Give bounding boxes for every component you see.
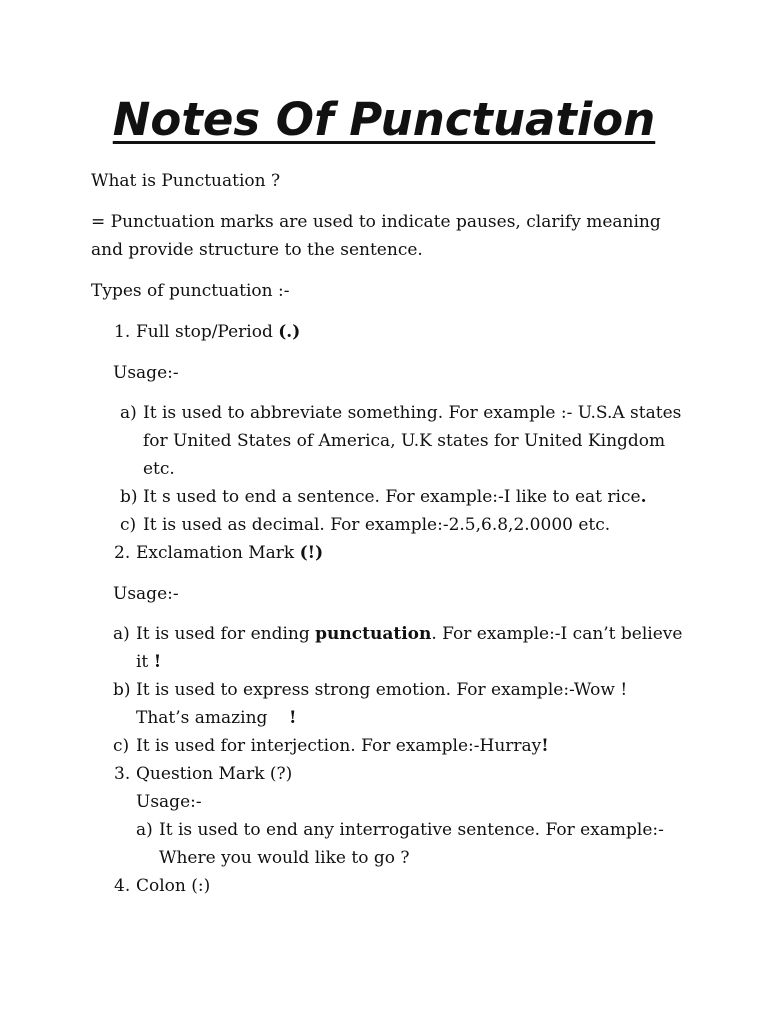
list-item-colon: Colon (:) bbox=[136, 876, 211, 896]
list-number: 2. bbox=[114, 543, 131, 563]
point-bold: ! bbox=[153, 652, 162, 672]
point-marker: a) bbox=[136, 820, 153, 840]
list-number: 4. bbox=[114, 876, 131, 896]
intro-answer-line-2: and provide structure to the sentence. bbox=[91, 240, 423, 260]
point-marker: c) bbox=[113, 736, 130, 756]
point-line: It is used to end any interrogative sentence. For example:- bbox=[159, 820, 664, 840]
point-bold: . bbox=[640, 487, 647, 507]
point-bold: punctuation bbox=[315, 624, 432, 644]
point-text: it bbox=[136, 652, 154, 672]
item-symbol: (.) bbox=[278, 322, 301, 342]
list-number: 1. bbox=[114, 322, 131, 342]
point-text: It is used for interjection. For example:-Hurray bbox=[136, 736, 542, 756]
point-text: . For example:-I can’t believe bbox=[431, 624, 683, 644]
point-bold: ! bbox=[289, 708, 297, 728]
list-item-question-mark: Question Mark (?) bbox=[136, 764, 293, 784]
intro-question: What is Punctuation ? bbox=[91, 171, 281, 191]
point-text: That’s amazing bbox=[136, 708, 290, 728]
usage-label: Usage:- bbox=[113, 584, 179, 604]
point-line: It is used to abbreviate something. For example :- U.S.A states bbox=[143, 403, 682, 423]
point-line: for United States of America, U.K states for United Kingdom bbox=[143, 431, 666, 451]
point-text: It s used to end a sentence. For example:-I like to eat rice bbox=[143, 487, 641, 507]
point-line bbox=[136, 732, 549, 760]
point-text: It is used for ending bbox=[136, 624, 316, 644]
item-symbol: (!) bbox=[299, 543, 324, 563]
list-number: 3. bbox=[114, 764, 131, 784]
page-title: Notes Of Punctuation bbox=[112, 93, 656, 146]
point-marker: a) bbox=[120, 403, 137, 423]
point-marker: b) bbox=[120, 487, 138, 507]
usage-label: Usage:- bbox=[136, 792, 202, 812]
point-marker: c) bbox=[120, 515, 137, 535]
item-name: Full stop/Period bbox=[136, 322, 279, 342]
point-line bbox=[136, 620, 682, 648]
types-heading: Types of punctuation :- bbox=[91, 281, 290, 301]
point-line: It is used to express strong emotion. For example:-Wow ! bbox=[136, 680, 628, 700]
point-line bbox=[143, 483, 646, 511]
list-item-full-stop bbox=[136, 318, 300, 346]
point-line bbox=[136, 704, 297, 732]
point-line: etc. bbox=[143, 459, 175, 479]
point-line: It is used as decimal. For example:-2.5,6.8,2.0000 etc. bbox=[143, 515, 611, 535]
point-marker: b) bbox=[113, 680, 131, 700]
point-line: Where you would like to go ? bbox=[159, 848, 410, 868]
usage-label: Usage:- bbox=[113, 363, 179, 383]
point-marker: a) bbox=[113, 624, 130, 644]
point-line bbox=[136, 648, 161, 676]
point-bold: ! bbox=[541, 736, 549, 756]
list-item-exclamation bbox=[136, 539, 323, 567]
intro-answer-line-1: = Punctuation marks are used to indicate pauses, clarify meaning bbox=[91, 212, 661, 232]
item-name: Exclamation Mark bbox=[136, 543, 300, 563]
